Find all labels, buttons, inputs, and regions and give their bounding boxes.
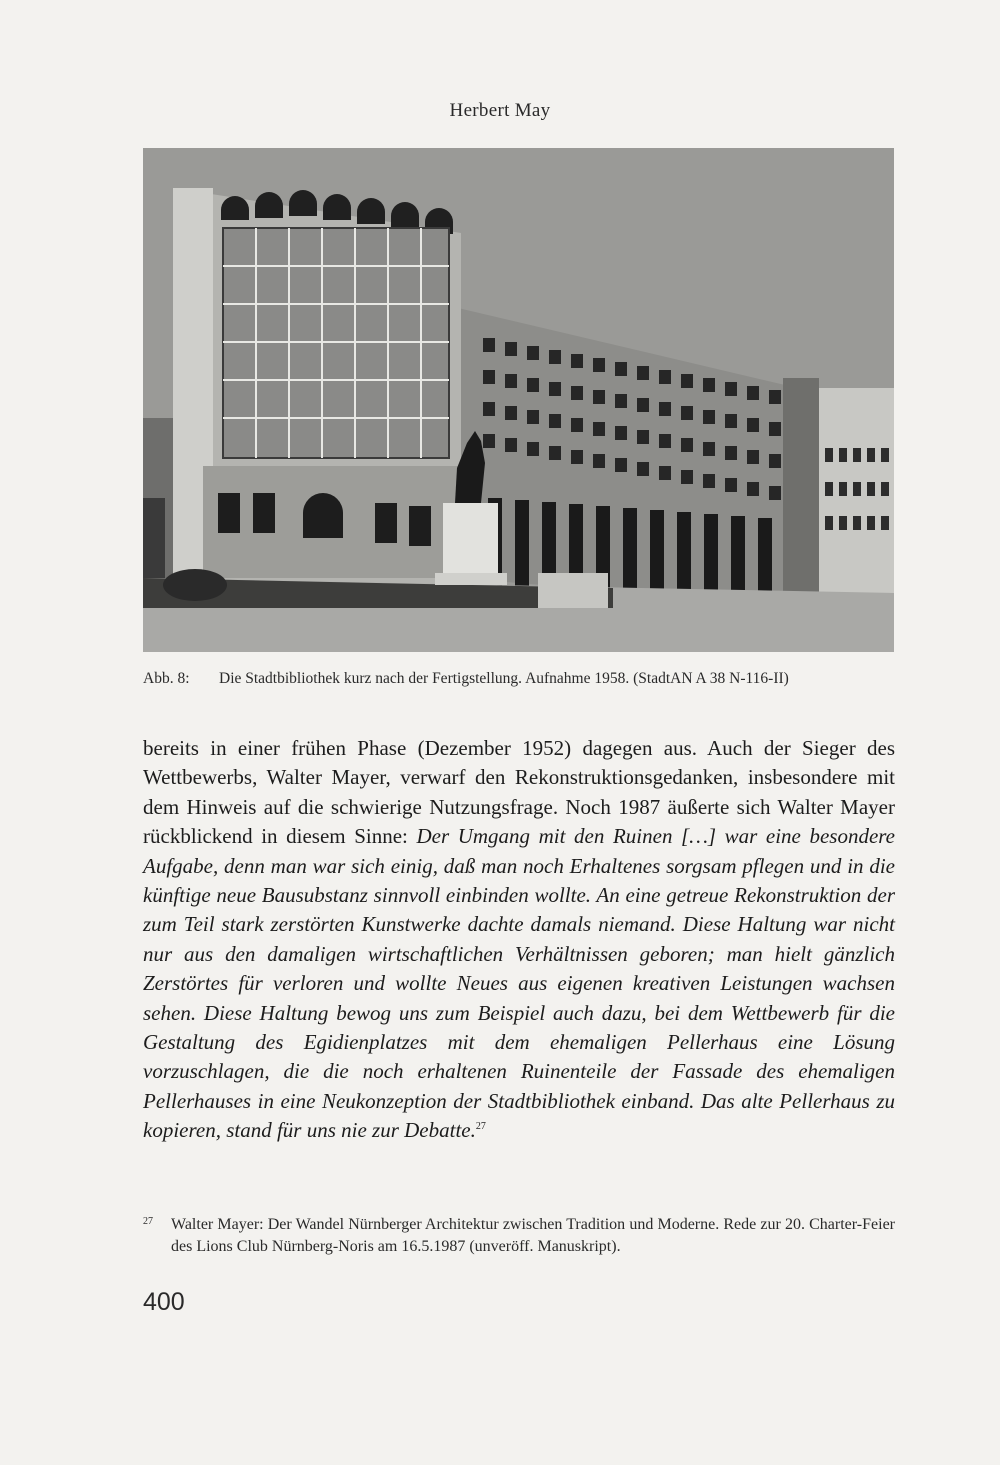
stadtbibliothek-photo bbox=[143, 148, 894, 652]
footnote bbox=[143, 1214, 895, 1258]
footnote-reference[interactable]: 27 bbox=[475, 1121, 486, 1133]
figure-label: Abb. 8: bbox=[143, 670, 190, 687]
body-intro: bereits in einer frühen Phase (Dezember 1952) dagegen aus. Auch der Sieger des Wettbewerbs, Walter Mayer, verwarf den Rekonstruktionsgedanken, insbesondere mit dem Hinweis auf die schwierige Nutzungsfrage. Noch 1987 äußerte sich Walter Mayer rückblickend in diesem Sinne: bbox=[143, 736, 895, 849]
figure-caption bbox=[143, 668, 898, 690]
figure-caption-text: Die Stadtbibliothek kurz nach der Fertigstellung. Aufnahme 1958. (StadtAN A 38 N-116-II) bbox=[219, 670, 789, 687]
page-number: 400 bbox=[143, 1288, 185, 1316]
footnote-text: Walter Mayer: Der Wandel Nürnberger Architektur zwischen Tradition und Moderne. Rede zur 20. Charter-Feier des Lions Club Nürnberg-Noris am 16.5.1987 (unveröff. Manuskript). bbox=[171, 1216, 895, 1255]
body-paragraph bbox=[143, 734, 895, 1146]
body-quote: Der Umgang mit den Ruinen […] war eine besondere Aufgabe, denn man war sich einig, daß man noch Erhaltenes sorgsam pflegen und in die künftige neue Bausubstanz sinnvoll einbinden wollte. An eine getreue Rekonstruktion der zum Teil stark zerstörten Kunstwerke dachte damals niemand. Diese Haltung war nicht nur aus den damaligen wirtschaftlichen Verhältnissen geboren; man hielt gänzlich Zerstörtes für verloren und wollte Neues aus eigenen kreativen Leistungen wachsen sehen. Diese Haltung bewog uns zum Beispiel auch dazu, bei dem Wettbewerb für die Gestaltung des Egidienplatzes mit dem ehemaligen Pellerhaus eine Lösung vorzuschlagen, die die noch erhaltenen Ruinenteile der Fassade des ehemaligen Pellerhauses in eine Neukonzeption der Stadtbibliothek einband. Das alte Pellerhaus zu kopieren, stand für uns nie zur Debatte. bbox=[143, 824, 895, 1143]
running-head: Herbert May bbox=[449, 100, 551, 121]
footnote-number: 27 bbox=[143, 1216, 153, 1227]
